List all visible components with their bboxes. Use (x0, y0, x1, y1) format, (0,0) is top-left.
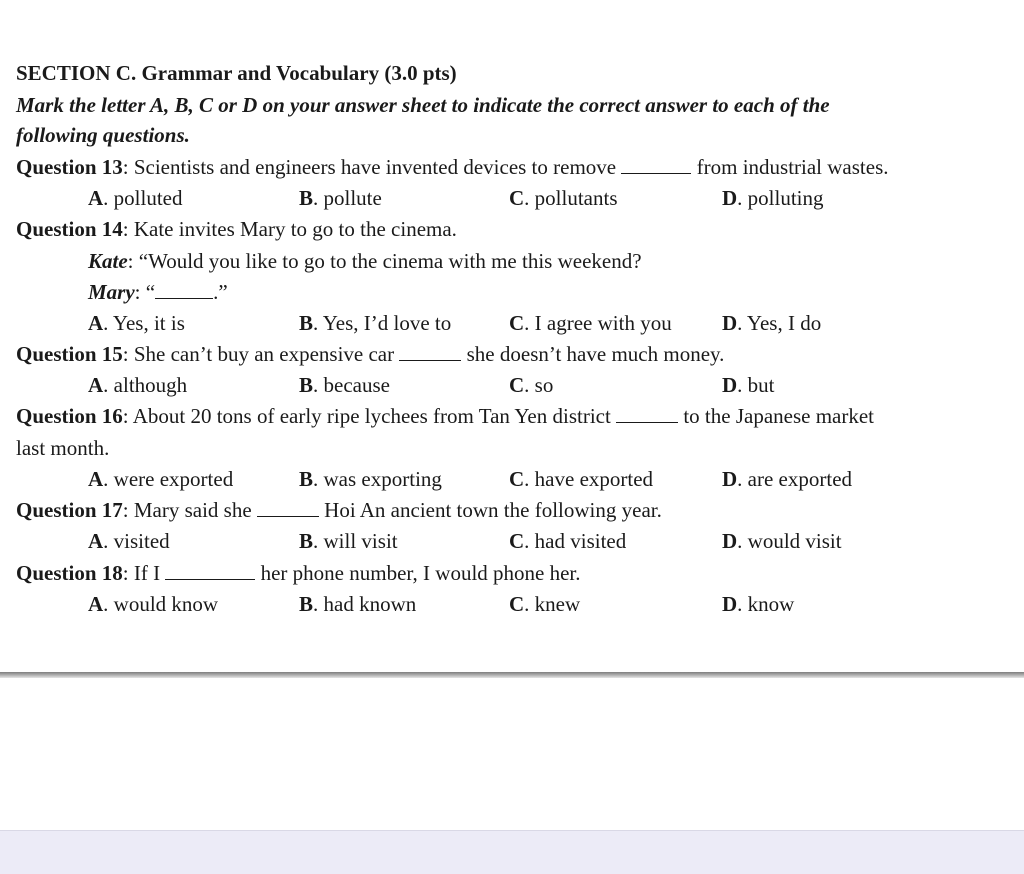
question-13-option-b[interactable]: B. pollute (299, 186, 382, 210)
question-18-option-d[interactable]: D. know (722, 592, 795, 616)
question-13-label: Question 13 (16, 155, 123, 179)
question-15-blank (399, 342, 461, 361)
question-16-option-a[interactable]: A. were exported (88, 467, 234, 491)
question-14-option-b[interactable]: B. Yes, I’d love to (299, 311, 452, 335)
question-14-mary-line: Mary: “ .” (88, 280, 228, 304)
question-18-option-c[interactable]: C. knew (509, 592, 581, 616)
question-16-option-c[interactable]: C. have exported (509, 467, 654, 491)
question-14-kate-line (88, 248, 642, 274)
question-16-option-d[interactable]: D. are exported (722, 467, 853, 491)
question-17-option-d[interactable]: D. would visit (722, 529, 842, 553)
question-16-blank (616, 404, 678, 423)
question-13-stem (16, 154, 889, 180)
speaker-kate: Kate (88, 249, 128, 273)
question-18-option-b[interactable]: B. had known (299, 592, 417, 616)
question-17-stem: Question 17: Mary said she Hoi An ancient town the following year. (16, 498, 662, 522)
kate-dialogue: : “Would you like to go to the cinema with me this weekend? (127, 249, 642, 273)
section-title: SECTION C. Grammar and Vocabulary (3.0 pts) (16, 61, 457, 85)
question-18-blank (165, 561, 255, 580)
question-13-option-a[interactable]: A. polluted (88, 186, 183, 210)
question-17-option-c[interactable]: C. had visited (509, 529, 627, 553)
question-15-option-a[interactable]: A. although (88, 373, 188, 397)
question-17-option-b[interactable]: B. will visit (299, 529, 398, 553)
question-18-stem: Question 18: If I her phone number, I would phone her. (16, 561, 581, 585)
question-16-stem-line-2: last month. (16, 436, 110, 460)
question-16-label: Question 16 (16, 404, 123, 428)
instruction-line-1: Mark the letter A, B, C or D on your answer sheet to indicate the correct answer to each of the (16, 93, 830, 117)
question-16-option-b[interactable]: B. was exporting (299, 467, 442, 491)
question-14-option-c[interactable]: C. I agree with you (509, 311, 672, 335)
blank-area (0, 678, 1024, 830)
question-14-text: : Kate invites Mary to go to the cinema. (122, 217, 457, 241)
speaker-mary: Mary (88, 280, 135, 304)
instruction-line-2: following questions. (16, 123, 190, 147)
question-18-option-a[interactable]: A. would know (88, 592, 219, 616)
question-14-option-a[interactable]: A. Yes, it is (88, 311, 185, 335)
question-13-blank (621, 155, 691, 174)
question-14-option-d[interactable]: D. Yes, I do (722, 311, 822, 335)
question-14-blank (155, 280, 213, 299)
bottom-band (0, 830, 1024, 874)
question-15-option-c[interactable]: C. so (509, 373, 554, 397)
question-14-label: Question 14 (16, 217, 123, 241)
question-14-stem (16, 216, 457, 242)
question-17-option-a[interactable]: A. visited (88, 529, 170, 553)
question-15-option-d[interactable]: D. but (722, 373, 775, 397)
question-17-blank (257, 498, 319, 517)
question-17-label: Question 17 (16, 498, 123, 522)
question-15-label: Question 15 (16, 342, 123, 366)
question-16-stem: Question 16: About 20 tons of early ripe lychees from Tan Yen district to the Japanese market (16, 404, 875, 428)
question-15-stem: Question 15: She can’t buy an expensive car she doesn’t have much money. (16, 342, 725, 366)
question-13-text-after: from industrial wastes. (691, 155, 889, 179)
question-13-text-before: : Scientists and engineers have invented devices to remove (122, 155, 622, 179)
question-15-option-b[interactable]: B. because (299, 373, 390, 397)
question-13-option-c[interactable]: C. pollutants (509, 186, 618, 210)
question-13-option-d[interactable]: D. polluting (722, 186, 824, 210)
question-18-label: Question 18 (16, 561, 123, 585)
